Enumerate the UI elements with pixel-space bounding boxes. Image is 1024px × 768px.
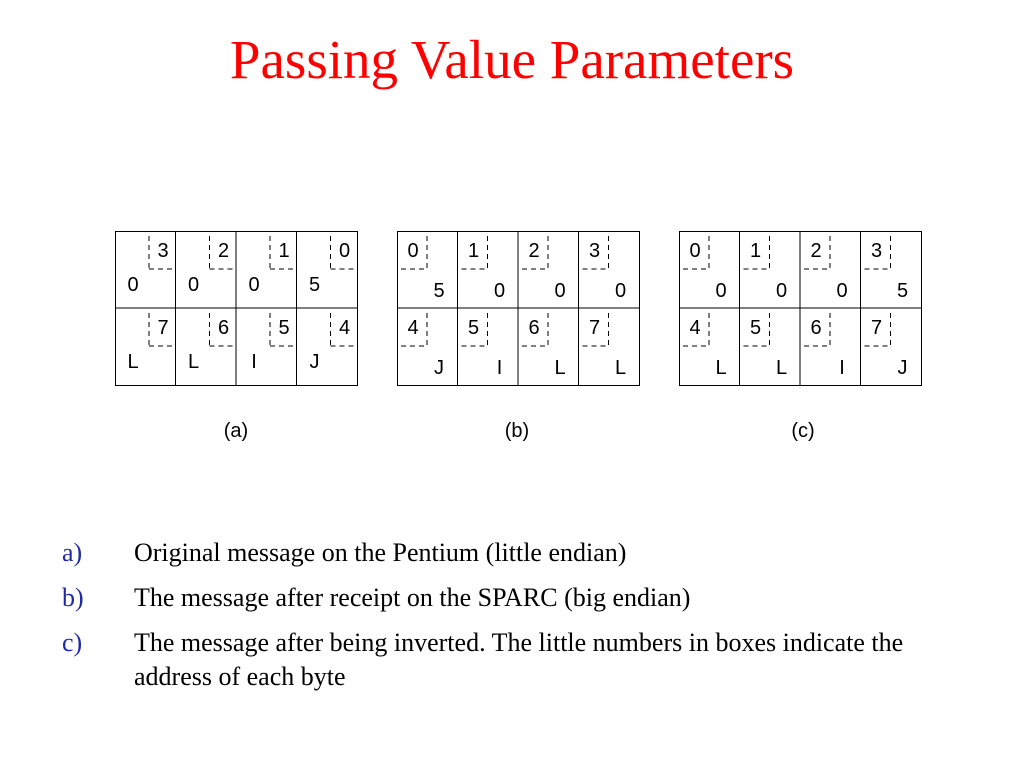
list-marker: a) bbox=[62, 538, 83, 567]
byte-value: 0 bbox=[493, 280, 506, 302]
byte-value: 0 bbox=[775, 280, 788, 302]
list-item bbox=[62, 626, 962, 694]
byte-address: 0 bbox=[689, 240, 701, 262]
list-marker: c) bbox=[62, 628, 83, 657]
byte-address: 4 bbox=[338, 317, 351, 339]
panel-label-b: (b) bbox=[504, 420, 530, 442]
byte-value: 0 bbox=[127, 274, 139, 296]
byte-value: 0 bbox=[187, 274, 200, 296]
byte-address: 0 bbox=[338, 240, 351, 262]
byte-address: 2 bbox=[810, 240, 822, 262]
byte-address: 5 bbox=[749, 317, 762, 339]
byte-address: 2 bbox=[217, 240, 230, 262]
list-marker: b) bbox=[62, 583, 84, 612]
byte-address: 4 bbox=[689, 317, 701, 339]
byte-address: 7 bbox=[870, 317, 883, 339]
byte-value: 0 bbox=[248, 274, 260, 296]
byte-address: 1 bbox=[467, 240, 480, 262]
byte-address: 7 bbox=[588, 317, 601, 339]
byte-value: 5 bbox=[308, 274, 321, 296]
byte-value: L bbox=[775, 357, 788, 379]
byte-value: J bbox=[897, 357, 908, 379]
byte-address: 7 bbox=[157, 317, 169, 339]
byte-value: L bbox=[127, 351, 139, 373]
list-item bbox=[62, 581, 962, 615]
byte-address: 2 bbox=[528, 240, 540, 262]
byte-value: 0 bbox=[554, 280, 566, 302]
byte-value: J bbox=[309, 351, 320, 373]
byte-value: L bbox=[715, 357, 727, 379]
byte-value: 0 bbox=[614, 280, 627, 302]
byte-value: J bbox=[434, 357, 444, 379]
byte-value: 0 bbox=[836, 280, 848, 302]
byte-address: 1 bbox=[278, 240, 290, 262]
byte-address: 5 bbox=[467, 317, 480, 339]
panel-label-a: (a) bbox=[223, 420, 249, 442]
byte-address: 4 bbox=[407, 317, 419, 339]
byte-address: 3 bbox=[588, 240, 601, 262]
byte-value: I bbox=[839, 357, 845, 379]
list-item-text: The message after being inverted. The little numbers in boxes indicate the address of each byte bbox=[134, 628, 904, 691]
byte-value: L bbox=[187, 351, 200, 373]
byte-address: 1 bbox=[749, 240, 762, 262]
list-item-text: Original message on the Pentium (little endian) bbox=[134, 538, 627, 567]
byte-value: L bbox=[614, 357, 627, 379]
byte-value: 5 bbox=[896, 280, 909, 302]
byte-value: 5 bbox=[433, 280, 445, 302]
byte-value: 0 bbox=[715, 280, 727, 302]
byte-address: 6 bbox=[528, 317, 540, 339]
byte-address: 6 bbox=[810, 317, 822, 339]
list-item-text: The message after receipt on the SPARC (big endian) bbox=[134, 583, 691, 612]
list-item bbox=[62, 536, 962, 570]
byte-address: 5 bbox=[278, 317, 290, 339]
byte-value: L bbox=[554, 357, 566, 379]
slide-title: Passing Value Parameters bbox=[229, 29, 795, 90]
byte-address: 3 bbox=[157, 240, 169, 262]
byte-value: I bbox=[251, 351, 257, 373]
caption-list bbox=[62, 536, 962, 705]
byte-address: 0 bbox=[407, 240, 419, 262]
byte-address: 6 bbox=[217, 317, 230, 339]
byte-value: I bbox=[496, 357, 503, 379]
panel-label-c: (c) bbox=[791, 420, 815, 442]
byte-address: 3 bbox=[870, 240, 883, 262]
